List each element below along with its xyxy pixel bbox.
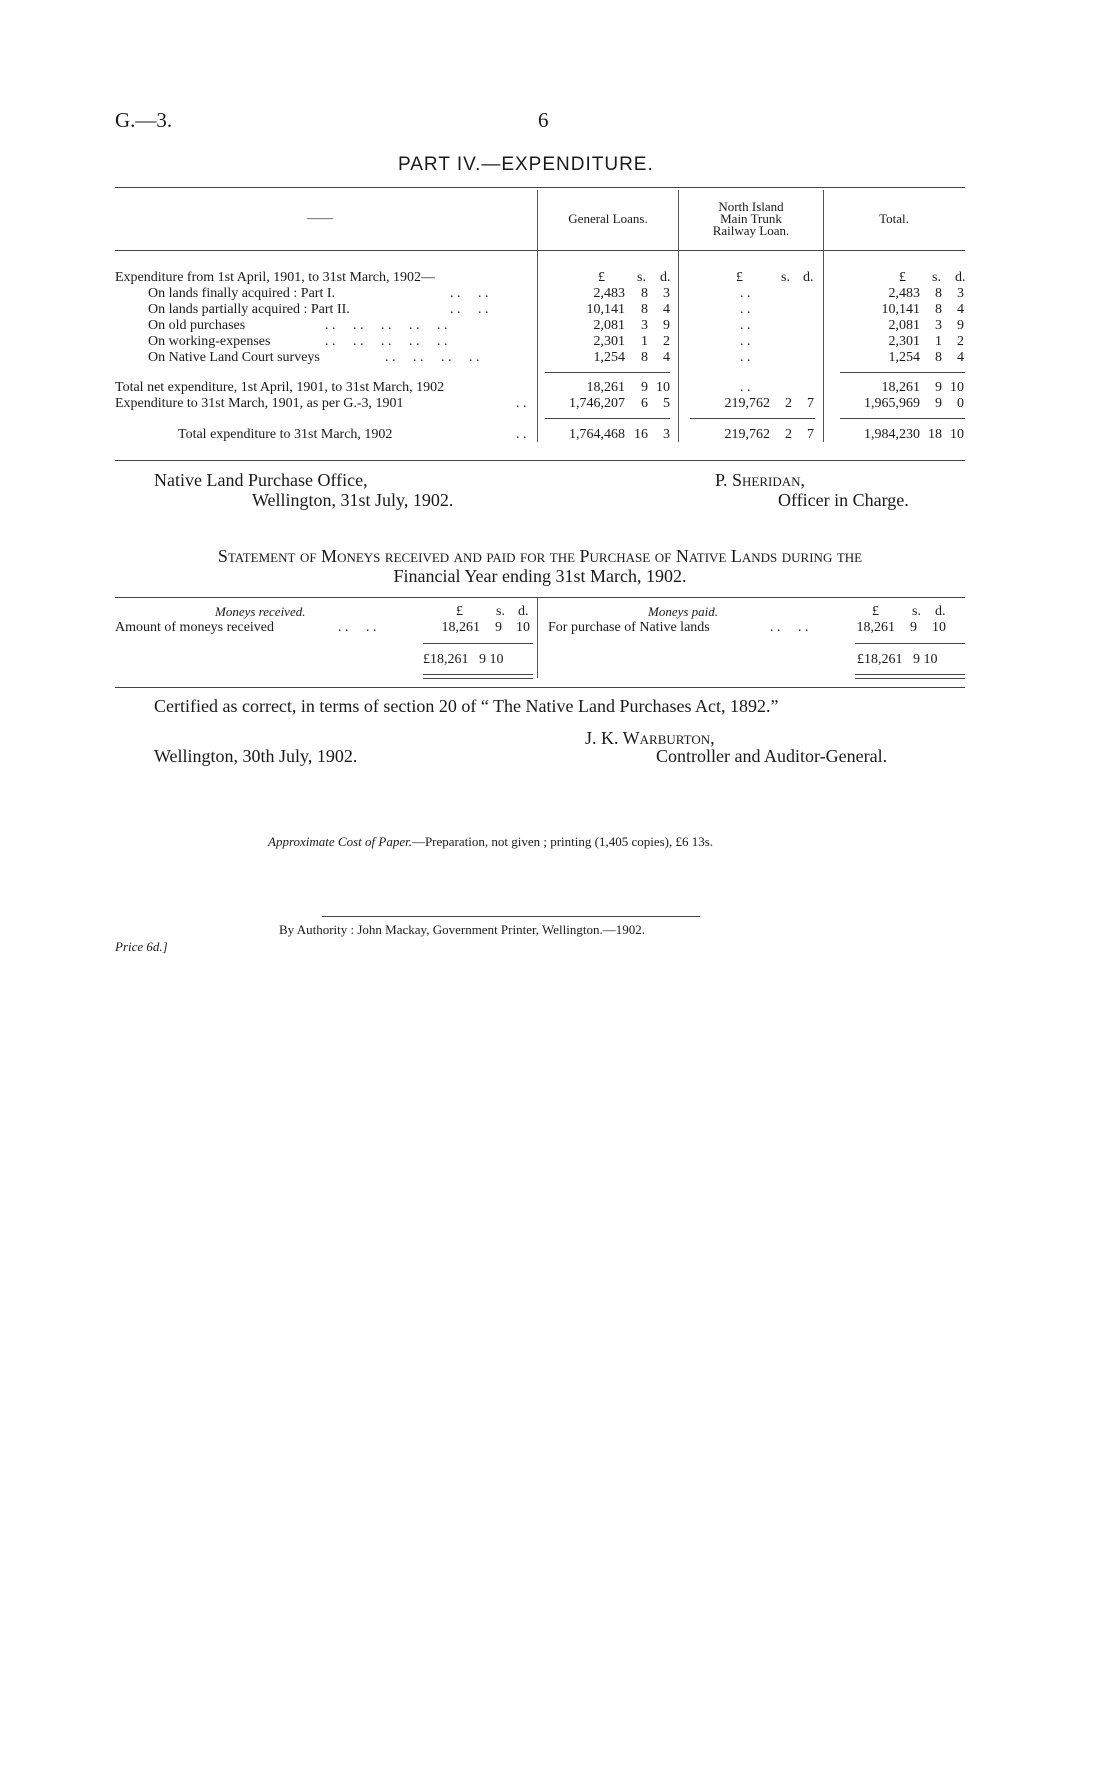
unit-pounds: £	[598, 270, 605, 285]
received-heading: Moneys received.	[215, 604, 306, 619]
col-header-blank: ——	[307, 210, 333, 225]
nimt-pounds: 219,762	[724, 427, 770, 442]
double-rule	[423, 678, 533, 679]
leader-dots: . . . .	[770, 620, 809, 635]
nimt-value: . .	[740, 286, 751, 301]
leader-dots: . . . . . . . . . .	[325, 318, 448, 333]
unit-shillings: s.	[496, 604, 505, 619]
signatory-title: Officer in Charge.	[778, 490, 909, 510]
gen-pence: 3	[663, 427, 670, 442]
nimt-value: . .	[740, 334, 751, 349]
statement-heading-line1: Statement of Moneys received and paid for the Purchase of Native Lands during the	[217, 546, 863, 566]
cost-note	[268, 834, 713, 850]
received-pence: 10	[516, 620, 530, 635]
gen-shillings: 8	[641, 350, 648, 365]
total-pounds: 2,483	[888, 286, 920, 301]
section-heading: Expenditure from 1st April, 1901, to 31st March, 1902—	[115, 270, 436, 285]
leader-dots: . . . .	[450, 302, 489, 317]
total-pence: 10	[950, 427, 964, 442]
gen-pence: 4	[663, 302, 670, 317]
paid-total: £18,261 9 10	[857, 652, 938, 667]
gen-pence: 10	[656, 380, 670, 395]
leader-dots: . .	[516, 396, 527, 411]
auditor-title: Controller and Auditor-General.	[656, 746, 888, 766]
row-label: On lands partially acquired : Part II.	[148, 302, 350, 317]
office-place-date: Wellington, 31st July, 1902.	[252, 490, 454, 510]
document-reference: G.—3.	[115, 108, 173, 132]
total-pence: 10	[950, 380, 964, 395]
row-label: On Native Land Court surveys	[148, 350, 320, 365]
total-pounds: 1,984,230	[864, 427, 920, 442]
price: Price 6d.]	[115, 939, 168, 954]
double-rule	[855, 674, 965, 675]
unit-pence: d.	[518, 604, 529, 619]
total-pounds: 1,965,969	[864, 396, 920, 411]
total-pence: 4	[957, 302, 964, 317]
sum-rule	[690, 418, 815, 419]
table-header-rule	[115, 250, 965, 251]
unit-pounds: £	[899, 270, 906, 285]
row-label: On old purchases	[148, 318, 246, 333]
column-divider	[537, 190, 538, 442]
gen-pounds: 1,746,207	[569, 396, 625, 411]
nimt-pence: 7	[807, 427, 814, 442]
sum-rule	[840, 418, 965, 419]
total-shillings: 8	[935, 350, 942, 365]
nimt-value: . .	[740, 302, 751, 317]
total-shillings: 18	[928, 427, 942, 442]
total-pounds: 2,081	[888, 318, 920, 333]
gen-shillings: 1	[641, 334, 648, 349]
signatory-name: P. Sheridan,	[715, 470, 806, 490]
paid-shillings: 9	[910, 620, 917, 635]
gen-pounds: 1,254	[593, 350, 625, 365]
gen-pence: 5	[663, 396, 670, 411]
unit-shillings: s.	[781, 270, 790, 285]
nimt-value: . .	[740, 380, 751, 395]
statement-top-rule	[115, 597, 965, 598]
gen-pounds: 18,261	[586, 380, 625, 395]
part-title: PART IV.—EXPENDITURE.	[398, 154, 654, 175]
column-divider	[678, 190, 679, 442]
leader-dots: . . . .	[338, 620, 377, 635]
gen-shillings: 8	[641, 302, 648, 317]
paid-pounds: 18,261	[856, 620, 895, 635]
total-shillings: 8	[935, 286, 942, 301]
total-pence: 9	[957, 318, 964, 333]
double-rule	[855, 678, 965, 679]
nimt-pence: 7	[807, 396, 814, 411]
unit-pounds: £	[872, 604, 879, 619]
total-pence: 0	[957, 396, 964, 411]
column-divider	[823, 190, 824, 442]
total-shillings: 3	[935, 318, 942, 333]
gen-pence: 3	[663, 286, 670, 301]
row-label: On working-expenses	[148, 334, 271, 349]
gen-shillings: 6	[641, 396, 648, 411]
statement-heading-line2: Financial Year ending 31st March, 1902.	[393, 566, 687, 586]
unit-pence: d.	[955, 270, 966, 285]
col-header-line: Main Trunk	[720, 211, 782, 226]
col-header-total: Total.	[879, 211, 909, 226]
col-header-general-loans: General Loans.	[568, 211, 648, 226]
table-top-rule	[115, 187, 965, 188]
paid-heading: Moneys paid.	[648, 604, 719, 619]
certification-text: Certified as correct, in terms of section 20 of “ The Native Land Purchases Act, 1892.”	[154, 696, 779, 716]
total-pounds: 2,301	[888, 334, 920, 349]
total-pounds: 10,141	[881, 302, 920, 317]
office-name: Native Land Purchase Office,	[154, 470, 368, 490]
received-pounds: 18,261	[441, 620, 480, 635]
column-divider	[537, 598, 538, 678]
paid-pence: 10	[932, 620, 946, 635]
total-shillings: 8	[935, 302, 942, 317]
sum-rule	[423, 643, 533, 644]
row-label: Total expenditure to 31st March, 1902	[178, 427, 393, 442]
received-label: Amount of moneys received	[115, 620, 275, 635]
gen-pounds: 1,764,468	[569, 427, 625, 442]
col-header-line: Railway Loan.	[712, 223, 790, 238]
nimt-pounds: 219,762	[724, 396, 770, 411]
total-pence: 4	[957, 350, 964, 365]
total-shillings: 9	[935, 396, 942, 411]
total-shillings: 1	[935, 334, 942, 349]
leader-dots: . . . . . . . . . .	[325, 334, 448, 349]
row-label: Expenditure to 31st March, 1901, as per G.-3, 1901	[115, 396, 404, 411]
total-pounds: 18,261	[881, 380, 920, 395]
sum-rule	[545, 372, 670, 373]
leader-dots: . . . .	[450, 286, 489, 301]
cost-note-label: Approximate Cost of Paper.	[268, 834, 412, 849]
sum-rule	[545, 418, 670, 419]
statement-bottom-rule	[115, 687, 965, 688]
gen-pounds: 2,301	[593, 334, 625, 349]
nimt-shillings: 2	[785, 396, 792, 411]
unit-pence: d.	[935, 604, 946, 619]
total-pence: 2	[957, 334, 964, 349]
unit-shillings: s.	[637, 270, 646, 285]
unit-shillings: s.	[932, 270, 941, 285]
paid-label: For purchase of Native lands	[548, 620, 710, 635]
table-bottom-rule	[115, 460, 965, 461]
footer-rule	[322, 916, 700, 917]
received-shillings: 9	[495, 620, 502, 635]
nimt-shillings: 2	[785, 427, 792, 442]
gen-pounds: 10,141	[586, 302, 625, 317]
gen-shillings: 3	[641, 318, 648, 333]
sum-rule	[840, 372, 965, 373]
col-header-line: North Island	[718, 199, 784, 214]
col-header-nimt-loan	[681, 201, 821, 237]
double-rule	[423, 674, 533, 675]
unit-pounds: £	[456, 604, 463, 619]
row-label: Total net expenditure, 1st April, 1901, to 31st March, 1902	[115, 380, 445, 395]
nimt-value: . .	[740, 350, 751, 365]
gen-pounds: 2,483	[593, 286, 625, 301]
gen-shillings: 8	[641, 286, 648, 301]
unit-pence: d.	[660, 270, 671, 285]
unit-pence: d.	[803, 270, 814, 285]
gen-pence: 9	[663, 318, 670, 333]
leader-dots: . .	[516, 427, 527, 442]
row-label: On lands finally acquired : Part I.	[148, 286, 336, 301]
gen-pence: 2	[663, 334, 670, 349]
nimt-value: . .	[740, 318, 751, 333]
total-shillings: 9	[935, 380, 942, 395]
gen-pounds: 2,081	[593, 318, 625, 333]
received-total: £18,261 9 10	[423, 652, 504, 667]
cost-note-text: —Preparation, not given ; printing (1,405 copies), £6 13s.	[411, 834, 714, 849]
unit-pounds: £	[736, 270, 743, 285]
auditor-name: J. K. Warburton,	[585, 728, 715, 748]
gen-pence: 4	[663, 350, 670, 365]
sum-rule	[855, 643, 965, 644]
page-number: 6	[538, 108, 549, 132]
total-pence: 3	[957, 286, 964, 301]
unit-shillings: s.	[912, 604, 921, 619]
certification-place-date: Wellington, 30th July, 1902.	[154, 746, 358, 766]
leader-dots: . . . . . . . .	[385, 350, 480, 365]
printer-imprint: By Authority : John Mackay, Government Printer, Wellington.—1902.	[279, 922, 646, 937]
total-pounds: 1,254	[888, 350, 920, 365]
gen-shillings: 9	[641, 380, 648, 395]
gen-shillings: 16	[634, 427, 648, 442]
